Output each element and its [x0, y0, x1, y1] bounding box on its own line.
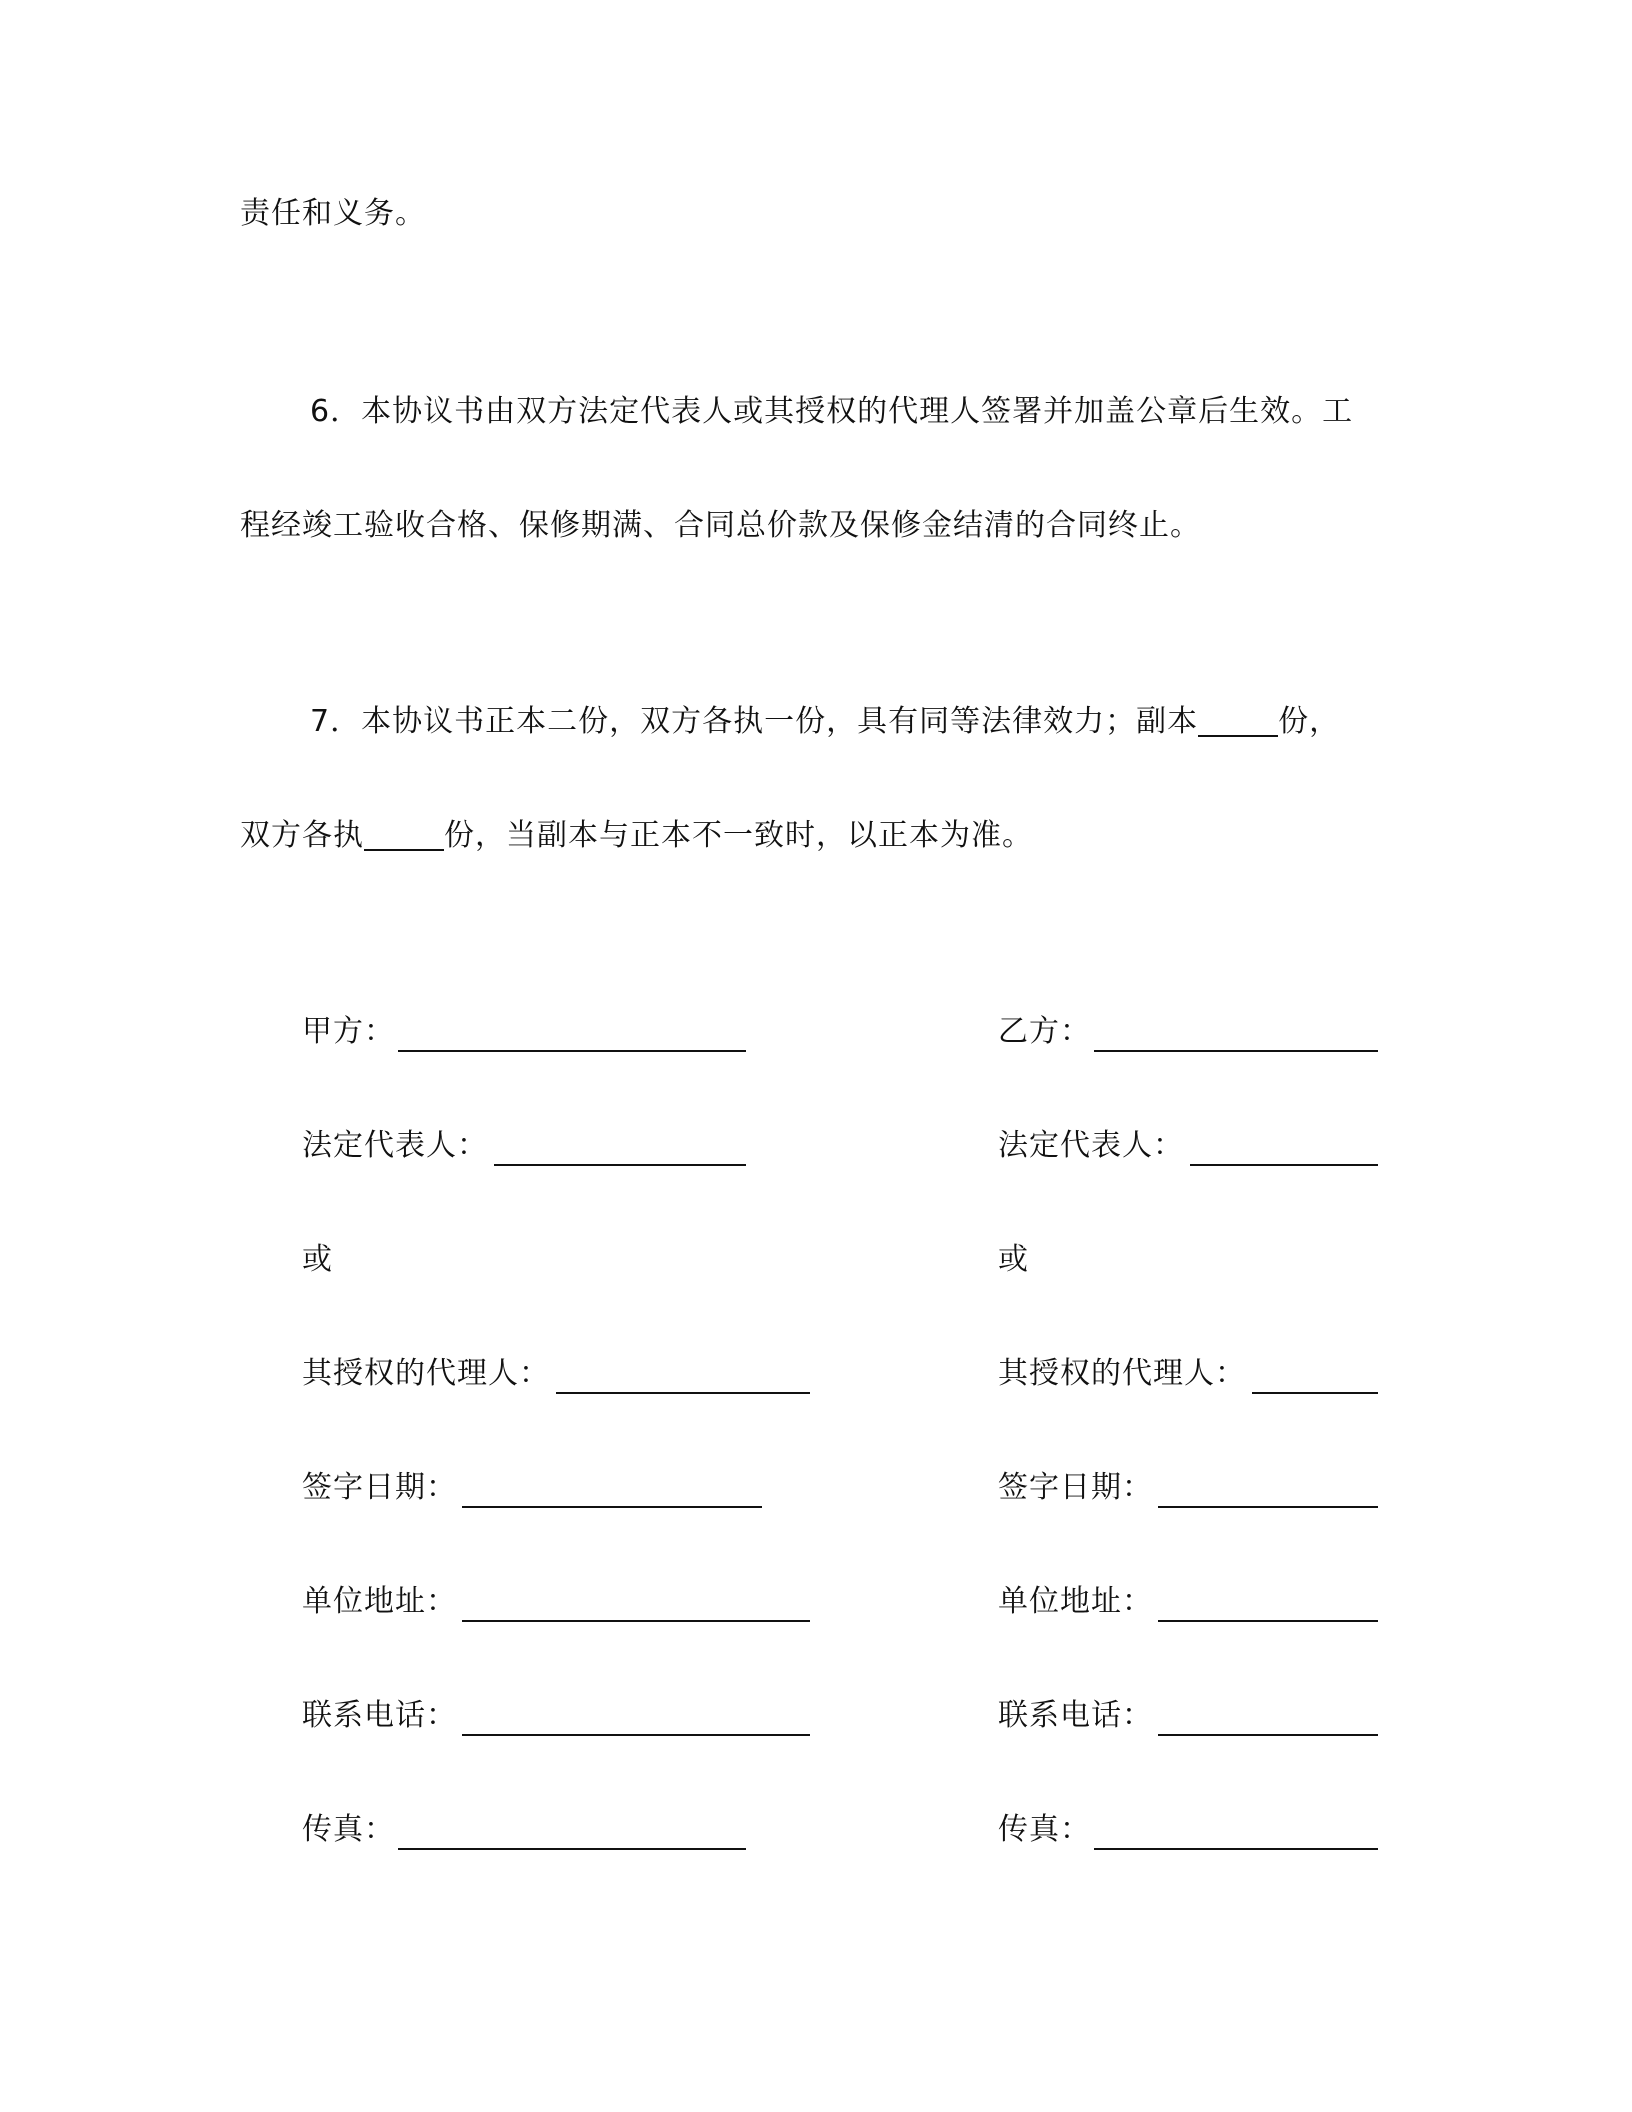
- party-b-agent-field[interactable]: [1252, 1392, 1378, 1394]
- party-a-legal-rep-label: 法定代表人：: [302, 1128, 488, 1163]
- party-a-address-label: 单位地址：: [302, 1584, 457, 1619]
- party-a-address-field[interactable]: [462, 1620, 810, 1622]
- party-b-date-field[interactable]: [1158, 1506, 1378, 1508]
- clause-7-line-2: [240, 816, 1033, 856]
- party-b-phone-label: 联系电话：: [998, 1698, 1153, 1733]
- clause-7-text-d: 份，当副本与正本不一致时，以正本为准。: [444, 818, 1033, 853]
- copies-each-blank[interactable]: [364, 819, 444, 851]
- party-b-address-label: 单位地址：: [998, 1584, 1153, 1619]
- party-b-legal-rep-label: 法定代表人：: [998, 1128, 1184, 1163]
- paragraph-continuation: 责任和义务。: [240, 196, 426, 231]
- party-b-fax-field[interactable]: [1094, 1848, 1378, 1850]
- party-b-label: 乙方：: [998, 1014, 1091, 1049]
- party-a-date-label: 签字日期：: [302, 1470, 457, 1505]
- party-b-fax-label: 传真：: [998, 1812, 1091, 1847]
- party-a-phone-label: 联系电话：: [302, 1698, 457, 1733]
- party-b-agent-label: 其授权的代理人：: [998, 1356, 1246, 1391]
- clause-6-line-1: 6．本协议书由双方法定代表人或其授权的代理人签署并加盖公章后生效。工: [310, 394, 1354, 429]
- clause-7-text-b: 份，: [1278, 704, 1341, 739]
- party-b-address-field[interactable]: [1158, 1620, 1378, 1622]
- party-a-phone-field[interactable]: [462, 1734, 810, 1736]
- party-a-legal-rep-field[interactable]: [494, 1164, 746, 1166]
- party-a-date-field[interactable]: [462, 1506, 762, 1508]
- party-a-agent-label: 其授权的代理人：: [302, 1356, 550, 1391]
- party-b-legal-rep-field[interactable]: [1190, 1164, 1378, 1166]
- party-a-label: 甲方：: [302, 1014, 395, 1049]
- party-a-agent-field[interactable]: [556, 1392, 810, 1394]
- clause-7-text-c: 双方各执: [240, 818, 364, 853]
- party-b-phone-field[interactable]: [1158, 1734, 1378, 1736]
- party-b-field[interactable]: [1094, 1050, 1378, 1052]
- copies-count-blank[interactable]: [1198, 705, 1278, 737]
- party-a-fax-field[interactable]: [398, 1848, 746, 1850]
- clause-7-text-a: 7．本协议书正本二份，双方各执一份，具有同等法律效力；副本: [310, 704, 1199, 739]
- party-b-or-label: 或: [998, 1242, 1029, 1277]
- party-a-or-label: 或: [302, 1242, 333, 1277]
- clause-6-line-2: 程经竣工验收合格、保修期满、合同总价款及保修金结清的合同终止。: [240, 508, 1201, 543]
- clause-7-line-1: [310, 702, 1340, 742]
- party-a-fax-label: 传真：: [302, 1812, 395, 1847]
- party-a-field[interactable]: [398, 1050, 746, 1052]
- party-b-date-label: 签字日期：: [998, 1470, 1153, 1505]
